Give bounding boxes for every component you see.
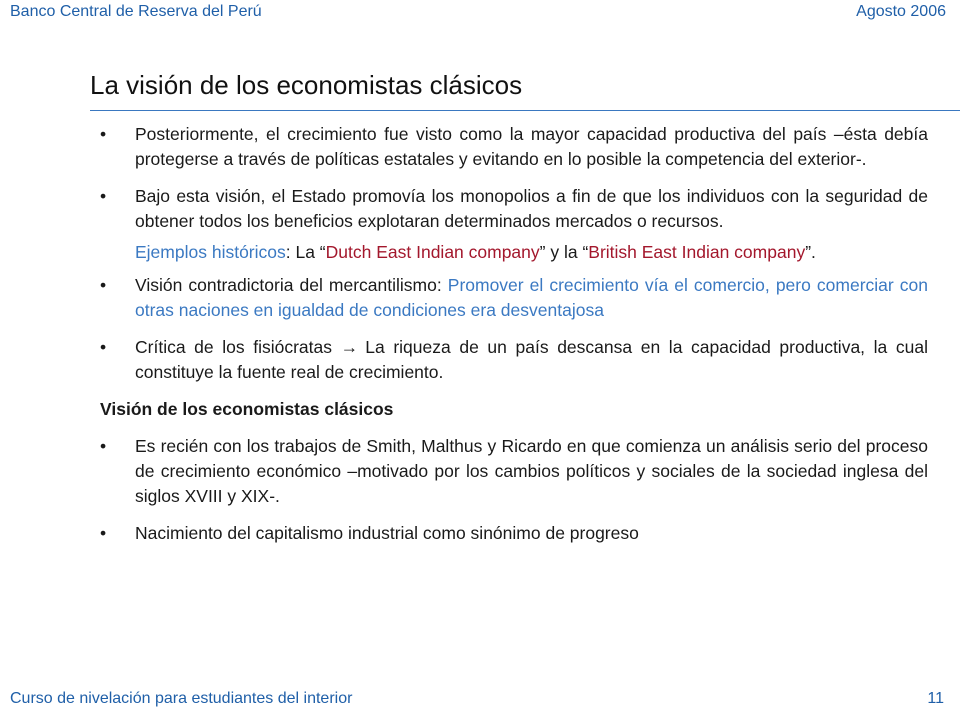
slide-content <box>100 122 928 558</box>
title-divider <box>90 110 960 111</box>
header-date: Agosto 2006 <box>856 3 946 20</box>
bullet-text: Crítica de los fisiócratas <box>135 337 333 357</box>
historical-examples <box>100 240 928 265</box>
section-subheading: Visión de los economistas clásicos <box>100 399 394 419</box>
slide-title: La visión de los economistas clásicos <box>90 70 523 100</box>
company-british: British East Indian company <box>588 242 806 262</box>
bullet-icon: • <box>100 275 107 295</box>
examples-text: ”. <box>805 242 816 262</box>
bullet-icon: • <box>100 523 107 543</box>
bullet-item-monopolies <box>100 184 928 234</box>
bullet-item-classical <box>100 434 928 509</box>
bullet-text: La riqueza de un país descansa en la capacidad productiva, la cual constituye la fuente real de crecimiento. <box>135 337 928 382</box>
examples-text: : La “ <box>285 242 326 262</box>
bullet-item-physiocrats <box>100 335 928 385</box>
bullet-text: Posteriormente, el crecimiento fue visto como la mayor capacidad productiva del país –ésta debía protegerse a través de políticas estatales y evitando en lo posible la competencia del exterior-. <box>135 124 928 169</box>
bullet-icon: • <box>100 186 107 206</box>
bullet-text: Nacimiento del capitalismo industrial como sinónimo de progreso <box>135 523 639 543</box>
bullet-icon: • <box>100 337 107 357</box>
bullet-item-capitalism <box>100 521 928 546</box>
page-number: 11 <box>927 690 944 707</box>
company-dutch: Dutch East Indian company <box>325 242 540 262</box>
bullet-text: Visión contradictoria del mercantilismo: <box>135 275 448 295</box>
mercantilism-highlight: Promover el crecimiento vía el comercio, pero comerciar con otras naciones en igualdad de condiciones era desventajosa <box>135 275 928 320</box>
bullet-item-growth <box>100 122 928 172</box>
header-institution: Banco Central de Reserva del Perú <box>10 3 262 20</box>
bullet-item-mercantilism <box>100 273 928 323</box>
examples-text: ” y la “ <box>539 242 589 262</box>
bullet-icon: • <box>100 124 107 144</box>
bullet-icon: • <box>100 436 107 456</box>
examples-label: Ejemplos históricos <box>135 242 286 262</box>
arrow-right-icon: → <box>340 337 359 357</box>
footer-course: Curso de nivelación para estudiantes del interior <box>10 690 353 707</box>
bullet-text: Bajo esta visión, el Estado promovía los monopolios a fin de que los individuos con la seguridad de obtener todos los beneficios explotaran determinados mercados o recursos. <box>135 186 928 231</box>
bullet-text: Es recién con los trabajos de Smith, Malthus y Ricardo en que comienza un análisis serio del proceso de crecimiento económico –motivado por los cambios políticos y sociales de la sociedad inglesa del siglos XVIII y XIX-. <box>135 436 928 506</box>
